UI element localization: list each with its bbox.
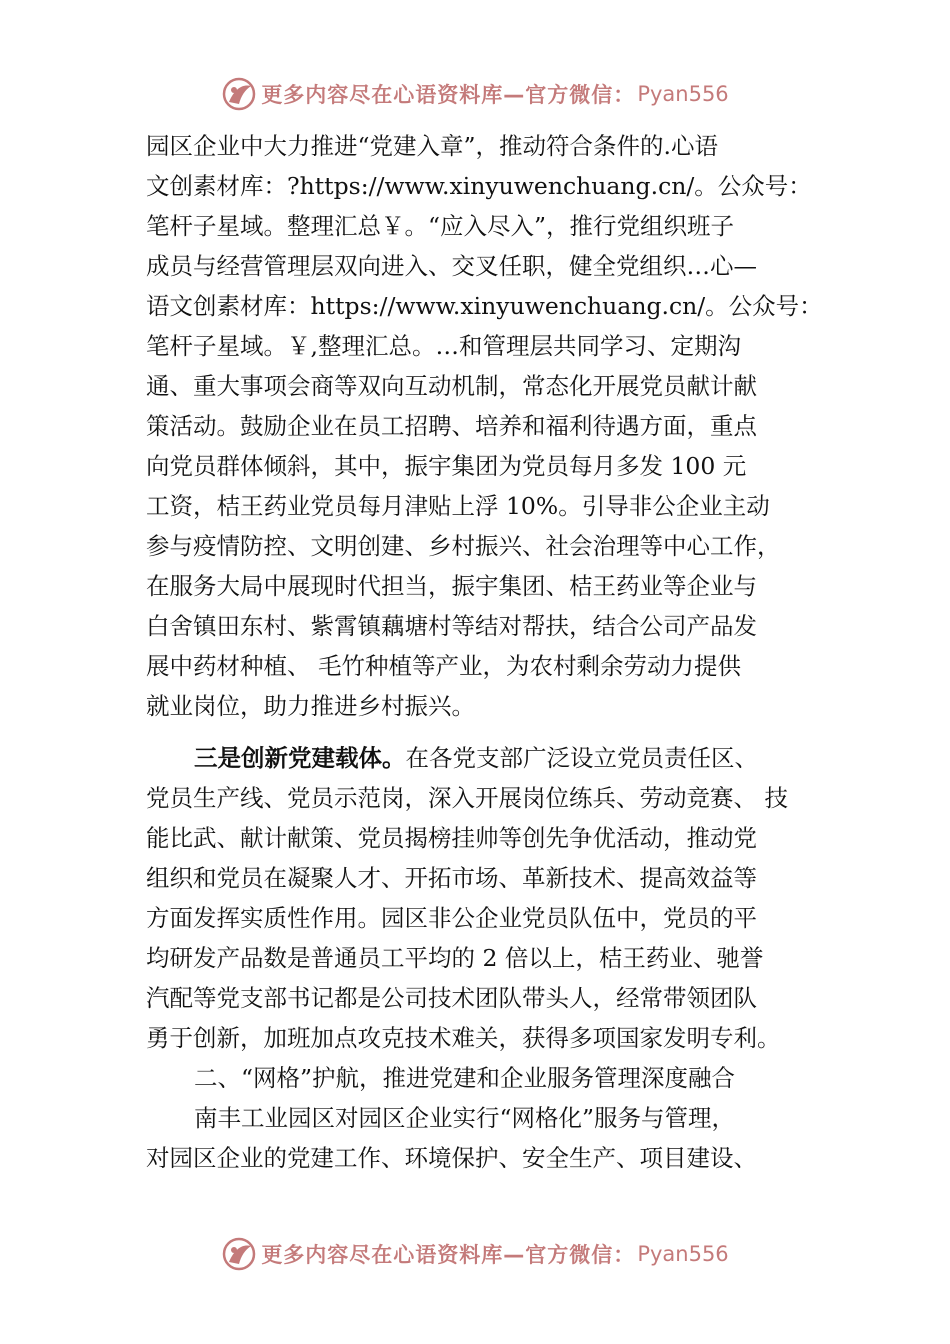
brand-logo-icon <box>221 76 257 112</box>
banner-text: 更多内容尽在心语资料库—官方微信： <box>261 1243 636 1267</box>
text-line: 通、重大事项会商等双向互动机制，常态化开展党员献计献 <box>146 372 757 400</box>
text-line: 勇于创新，加班加点攻克技术难关，获得多项国家发明专利。 <box>146 1024 781 1052</box>
banner-text: 更多内容尽在心语资料库—官方微信： <box>261 83 636 107</box>
text-line: 南丰工业园区对园区企业实行“网格化”服务与管理， <box>194 1104 736 1132</box>
text-line: 汽配等党支部书记都是公司技术团队带头人，经常带领团队 <box>146 984 757 1012</box>
text-line: 向党员群体倾斜，其中，振宇集团为党员每月多发 100 元 <box>146 452 747 480</box>
text-line: 方面发挥实质性作用。园区非公企业党员队伍中，党员的平 <box>146 904 757 932</box>
paragraph-2 <box>146 738 826 1058</box>
text-line: 语文创素材库：https://www.xinyuwenchuang.cn/。公众号： <box>146 292 823 320</box>
text-line: 能比武、献计献策、党员揭榜挂帅等创先争优活动，推动党 <box>146 824 757 852</box>
text-line: 园区企业中大力推进“党建入章”，推动符合条件的.心语 <box>146 132 718 160</box>
text-line: 笔杆子星域。￥,整理汇总。…和管理层共同学习、定期沟 <box>146 332 741 360</box>
text-line: 对园区企业的党建工作、环境保护、安全生产、项目建设、 <box>146 1144 757 1172</box>
banner-wechat-id: Pyan556 <box>637 1242 729 1266</box>
paragraph-1 <box>146 126 826 726</box>
text-line: 组织和党员在凝聚人才、开拓市场、革新技术、提高效益等 <box>146 864 757 892</box>
text-line: 文创素材库：?https://www.xinyuwenchuang.cn/。公众号： <box>146 172 812 200</box>
section-heading: 二、“网格”护航，推进党建和企业服务管理深度融合 <box>194 1064 736 1092</box>
banner-wechat-id: Pyan556 <box>637 82 729 106</box>
text-line: 展中药材种植、 毛竹种植等产业，为农村剩余劳动力提供 <box>146 652 741 680</box>
text-line: 均研发产品数是普通员工平均的 2 倍以上，桔王药业、驰誉 <box>146 944 764 972</box>
text-span: 在各党支部广泛设立党员责任区、 <box>405 744 758 772</box>
text-line <box>146 738 826 778</box>
text-line: 在服务大局中展现时代担当，振宇集团、桔王药业等企业与 <box>146 572 757 600</box>
text-line: 策活动。鼓励企业在员工招聘、培养和福利待遇方面，重点 <box>146 412 757 440</box>
text-line: 笔杆子星域。整理汇总￥。“应入尽入”，推行党组织班子 <box>146 212 735 240</box>
text-line: 成员与经营管理层双向进入、交叉任职，健全党组织…心— <box>146 252 757 280</box>
document-body <box>146 126 826 1178</box>
text-line: 白舍镇田东村、紫霄镇藕塘村等结对帮扶，结合公司产品发 <box>146 612 757 640</box>
text-line: 就业岗位，助力推进乡村振兴。 <box>146 692 475 720</box>
text-line: 党员生产线、党员示范岗，深入开展岗位练兵、劳动竞赛、 技 <box>146 784 788 812</box>
text-line: 参与疫情防控、文明创建、乡村振兴、社会治理等中心工作， <box>146 532 781 560</box>
brand-logo-icon <box>221 1236 257 1272</box>
paragraph-3 <box>146 1098 826 1178</box>
footer-watermark-banner <box>0 1230 950 1278</box>
paragraph-lead-bold: 三是创新党建载体。 <box>194 744 406 772</box>
text-line: 工资，桔王药业党员每月津贴上浮 10%。引导非公企业主动 <box>146 492 770 520</box>
header-watermark-banner <box>0 70 950 118</box>
